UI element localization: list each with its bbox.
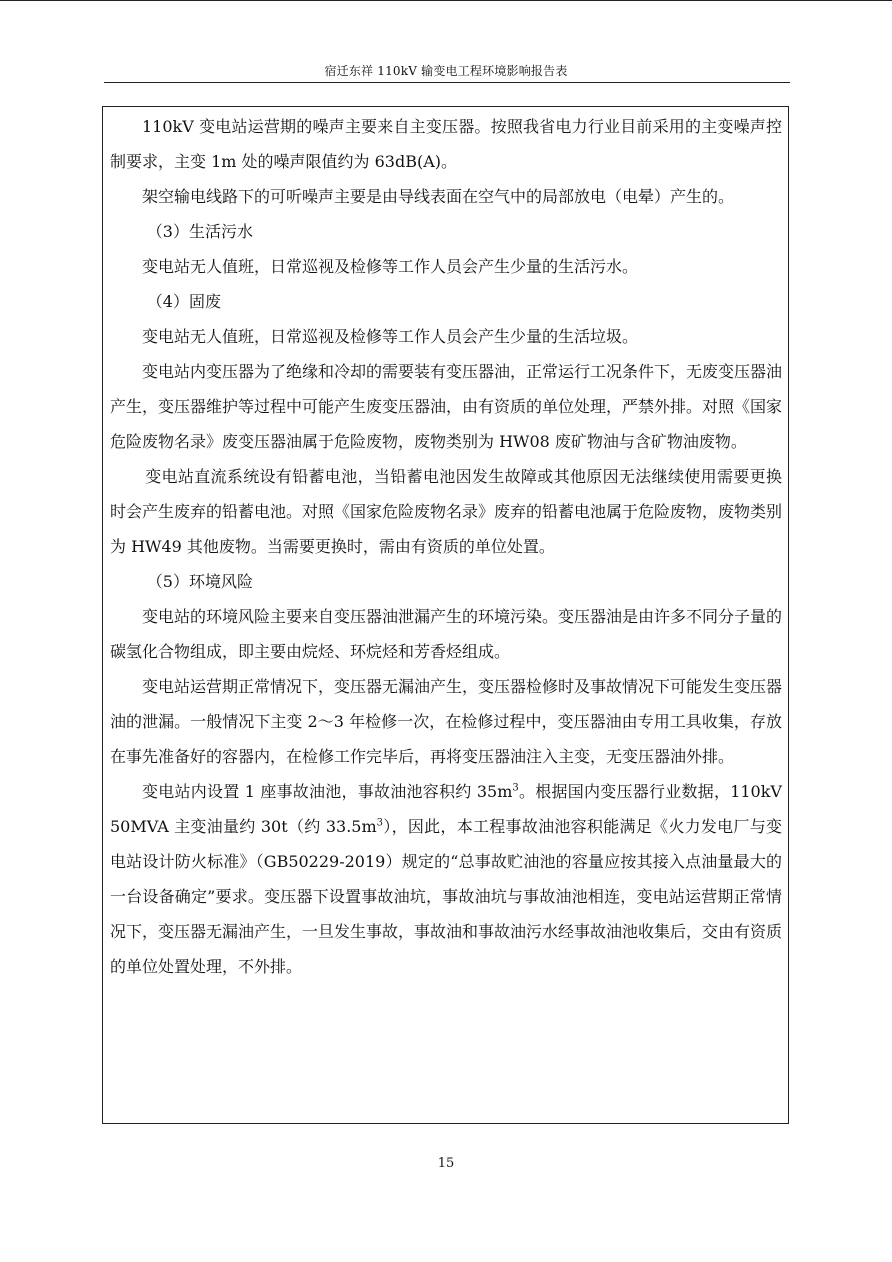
paragraph-line-noise: 架空输电线路下的可听噪声主要是由导线表面在空气中的局部放电（电晕）产生的。: [142, 187, 735, 206]
paragraph-substation-noise: 110kV 变电站运营期的噪声主要来自主变压器。按照我省电力行业目前采用的主变噪声控制要求，主变 1m 处的噪声限值约为 63dB(A)。: [110, 117, 782, 171]
document-header-title: 宿迁东祥 110kV 输变电工程环境影响报告表: [324, 64, 568, 78]
paragraph-domestic-sewage: 变电站无人值班，日常巡视及检修等工作人员会产生少量的生活污水。: [142, 257, 639, 276]
accident-pool-text-1: 变电站内设置 1 座事故油池，事故油池容积约 35m: [142, 782, 513, 801]
accident-pool-text-3: ），因此，本工程事故油池容积能满足《火力发电厂与变电站设计防火标准》（GB50229-2019）规定的“总事故贮油池的容量应按其接入点油量最大的一台设备确定”要求。变压器下设置事故油坑，事故油坑与事故油池相连，变电站运营期正常情况下，变压器无漏油产生，一旦发生事故，事故油和事故油污水经事故油池收集后，交由有资质的单位处置处理，不外排。: [110, 817, 783, 976]
paragraph-lead-battery: 变电站直流系统设有铅蓄电池，当铅蓄电池因发生故障或其他原因无法继续使用需要更换时会产生废弃的铅蓄电池。对照《国家危险废物名录》废弃的铅蓄电池属于危险废物，废物类别为 HW49 其他废物。当需要更换时，需由有资质的单位处置。: [110, 467, 783, 556]
paragraph-accident-oil-pool: [110, 774, 782, 984]
paragraph-transformer-oil: 变电站内变压器为了绝缘和冷却的需要装有变压器油，正常运行工况条件下，无废变压器油产生，变压器维护等过程中可能产生废变压器油，由有资质的单位处理，严禁外排。对照《国家危险废物名录》废变压器油属于危险废物，废物类别为 HW08 废矿物油与含矿物油废物。: [110, 362, 783, 451]
section-heading-domestic-sewage: （3）生活污水: [146, 222, 253, 241]
accident-pool-text-2: 。根据国内变压器行业数据，110kV 50MVA 主变油量约 30t（约 33.5m: [110, 782, 782, 836]
superscript-cubic-1: 3: [512, 782, 519, 794]
section-heading-environmental-risk: （5）环境风险: [146, 572, 253, 591]
paragraph-domestic-garbage: 变电站无人值班，日常巡视及检修等工作人员会产生少量的生活垃圾。: [142, 327, 639, 346]
superscript-cubic-2: 3: [376, 817, 384, 829]
paragraph-oil-leakage: 变电站运营期正常情况下，变压器无漏油产生，变压器检修时及事故情况下可能发生变压器油的泄漏。一般情况下主变 2～3 年检修一次，在检修过程中，变压器油由专用工具收集，存放在事先准备好的容器内，在检修工作完毕后，再将变压器油注入主变，无变压器油外排。: [110, 677, 783, 766]
top-border-line: [0, 0, 892, 1]
paragraph-risk-source: 变电站的环境风险主要来自变压器油泄漏产生的环境污染。变压器油是由许多不同分子量的碳氢化合物组成，即主要由烷烃、环烷烃和芳香烃组成。: [110, 607, 783, 661]
document-body: [110, 109, 782, 984]
page-number: 15: [437, 1156, 455, 1171]
section-heading-solid-waste: （4）固废: [146, 292, 221, 311]
header-divider: [104, 82, 790, 83]
